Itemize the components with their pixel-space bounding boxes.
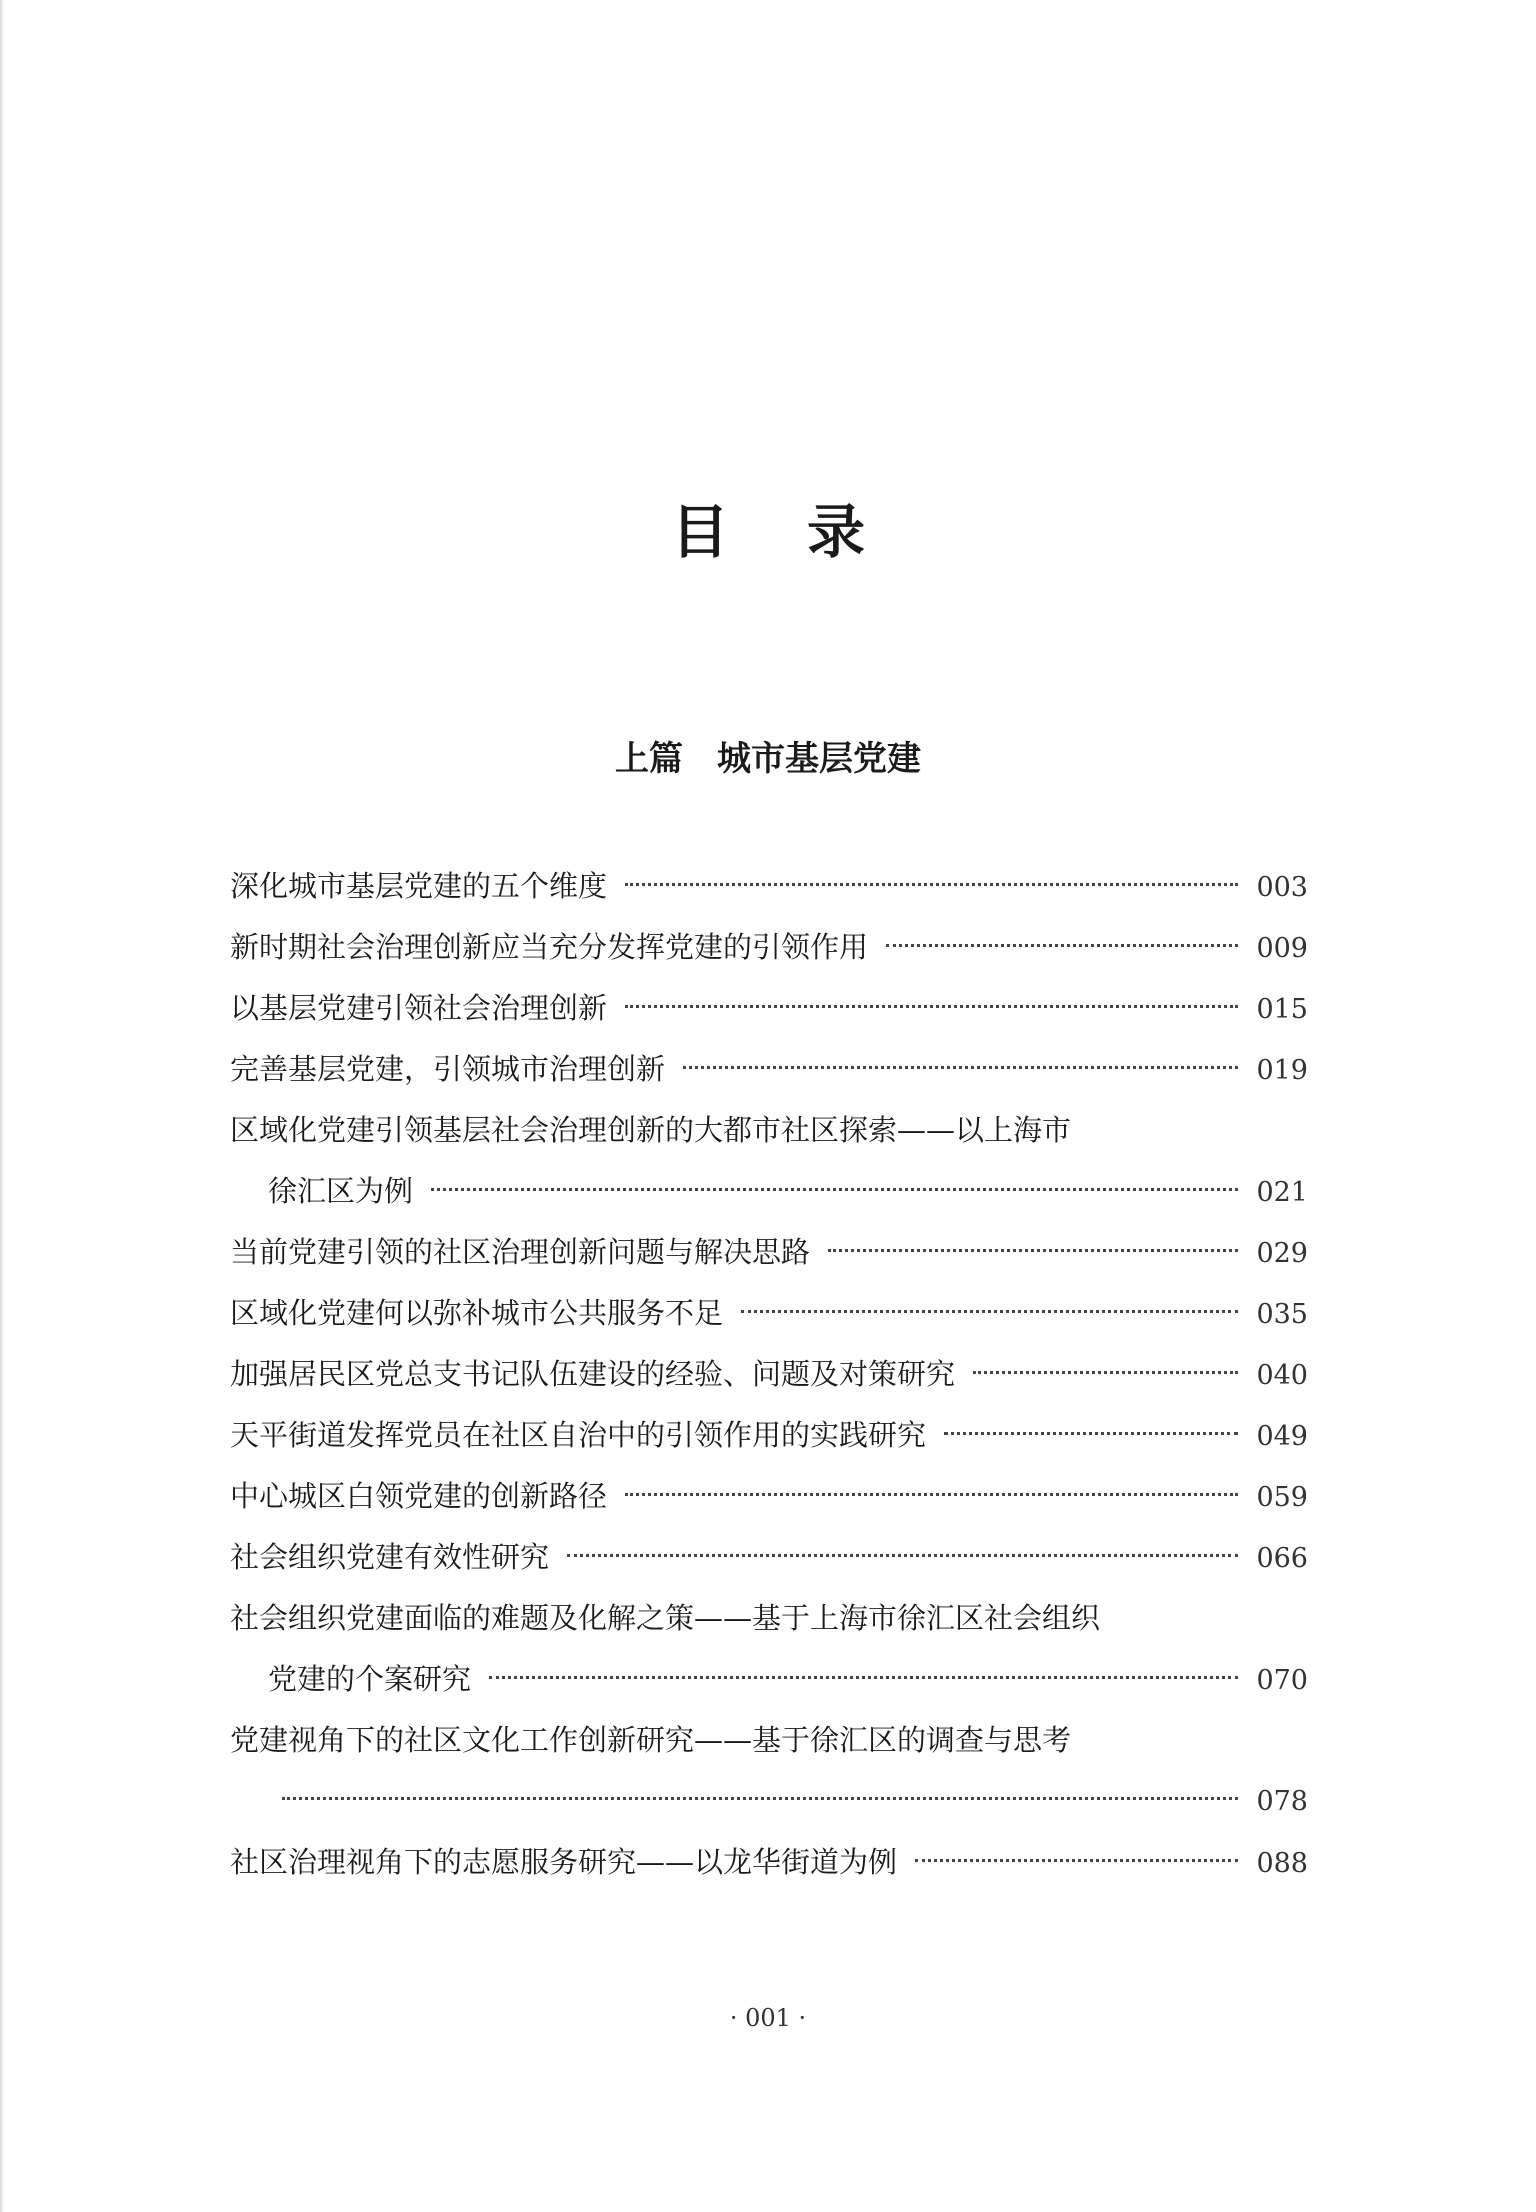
toc-entry[interactable] <box>230 1466 1308 1527</box>
toc-entry-page: 088 <box>1256 1848 1308 1879</box>
dot-leader <box>282 1797 1238 1800</box>
toc-entry-title-continuation: 党建的个案研究 <box>268 1662 472 1696</box>
toc-entry-title: 中心城区白领党建的创新路径 <box>230 1479 608 1513</box>
dot-leader <box>915 1859 1238 1862</box>
page-number: · 001 · <box>729 2004 807 2032</box>
toc-entry-continuation[interactable] <box>230 1161 1308 1222</box>
toc-entry-title: 区域化党建引领基层社会治理创新的大都市社区探索——以上海市 <box>230 1113 1072 1147</box>
toc-entry-title: 社会组织党建面临的难题及化解之策——基于上海市徐汇区社会组织 <box>230 1601 1101 1635</box>
toc-entry-first-line[interactable] <box>230 1100 1308 1161</box>
toc-entry[interactable] <box>230 1344 1308 1405</box>
toc-entry[interactable] <box>230 1405 1308 1466</box>
dot-leader <box>567 1554 1238 1557</box>
dot-leader <box>741 1310 1238 1313</box>
dot-leader <box>973 1371 1238 1374</box>
toc-entry-page: 003 <box>1256 872 1308 903</box>
toc-entry-title: 加强居民区党总支书记队伍建设的经验、问题及对策研究 <box>230 1357 956 1391</box>
page-edge-shadow <box>0 0 4 2212</box>
toc-entry-title: 深化城市基层党建的五个维度 <box>230 869 608 903</box>
dot-leader <box>683 1066 1238 1069</box>
dot-leader <box>625 883 1238 886</box>
toc-entry-page: 078 <box>1256 1786 1308 1817</box>
toc-entry-title: 党建视角下的社区文化工作创新研究——基于徐汇区的调查与思考 <box>230 1723 1072 1757</box>
toc-entry[interactable] <box>230 1832 1308 1893</box>
toc-entry-page: 019 <box>1256 1055 1308 1086</box>
toc-entry-page: 040 <box>1256 1360 1308 1391</box>
toc-title: 目录 <box>670 498 943 566</box>
dot-leader <box>625 1005 1238 1008</box>
toc-entry-title: 社会组织党建有效性研究 <box>230 1540 550 1574</box>
toc-entry-page: 070 <box>1256 1665 1308 1696</box>
part-heading <box>0 734 1536 784</box>
toc-entry-title-continuation: 徐汇区为例 <box>268 1174 414 1208</box>
dot-leader <box>625 1493 1238 1496</box>
toc-entry-page: 035 <box>1256 1299 1308 1330</box>
toc-entry-page: 029 <box>1256 1238 1308 1269</box>
toc-entry[interactable] <box>230 978 1308 1039</box>
dot-leader <box>431 1188 1238 1191</box>
toc-entry[interactable] <box>230 1527 1308 1588</box>
dot-leader <box>489 1676 1238 1679</box>
toc-entry-page: 059 <box>1256 1482 1308 1513</box>
dot-leader <box>944 1432 1238 1435</box>
part-name: 城市基层党建 <box>717 739 921 779</box>
toc-entry[interactable] <box>230 1039 1308 1100</box>
toc-entry-title: 新时期社会治理创新应当充分发挥党建的引领作用 <box>230 930 869 964</box>
toc-entry-title: 区域化党建何以弥补城市公共服务不足 <box>230 1296 724 1330</box>
toc-entry[interactable] <box>230 1222 1308 1283</box>
toc-entry-continuation[interactable] <box>230 1649 1308 1710</box>
toc-entry-page: 021 <box>1256 1177 1308 1208</box>
toc-entry-continuation[interactable] <box>230 1771 1308 1832</box>
dot-leader <box>828 1249 1238 1252</box>
toc-entry[interactable] <box>230 917 1308 978</box>
toc-entry-page: 009 <box>1256 933 1308 964</box>
toc-entry-title: 当前党建引领的社区治理创新问题与解决思路 <box>230 1235 811 1269</box>
toc-entry-title: 社区治理视角下的志愿服务研究——以龙华街道为例 <box>230 1845 898 1879</box>
toc-entry-page: 015 <box>1256 994 1308 1025</box>
toc-entry-title: 以基层党建引领社会治理创新 <box>230 991 608 1025</box>
dot-leader <box>886 944 1238 947</box>
toc-entry[interactable] <box>230 856 1308 917</box>
toc-entry-page: 049 <box>1256 1421 1308 1452</box>
toc-entry-page: 066 <box>1256 1543 1308 1574</box>
part-label: 上篇 <box>615 739 683 779</box>
toc-entry[interactable] <box>230 1283 1308 1344</box>
toc-entry-title: 天平街道发挥党员在社区自治中的引领作用的实践研究 <box>230 1418 927 1452</box>
toc-entry-first-line[interactable] <box>230 1588 1308 1649</box>
toc-entry-title: 完善基层党建，引领城市治理创新 <box>230 1052 666 1086</box>
toc-entry-first-line[interactable] <box>230 1710 1308 1771</box>
toc-list <box>230 856 1308 1893</box>
